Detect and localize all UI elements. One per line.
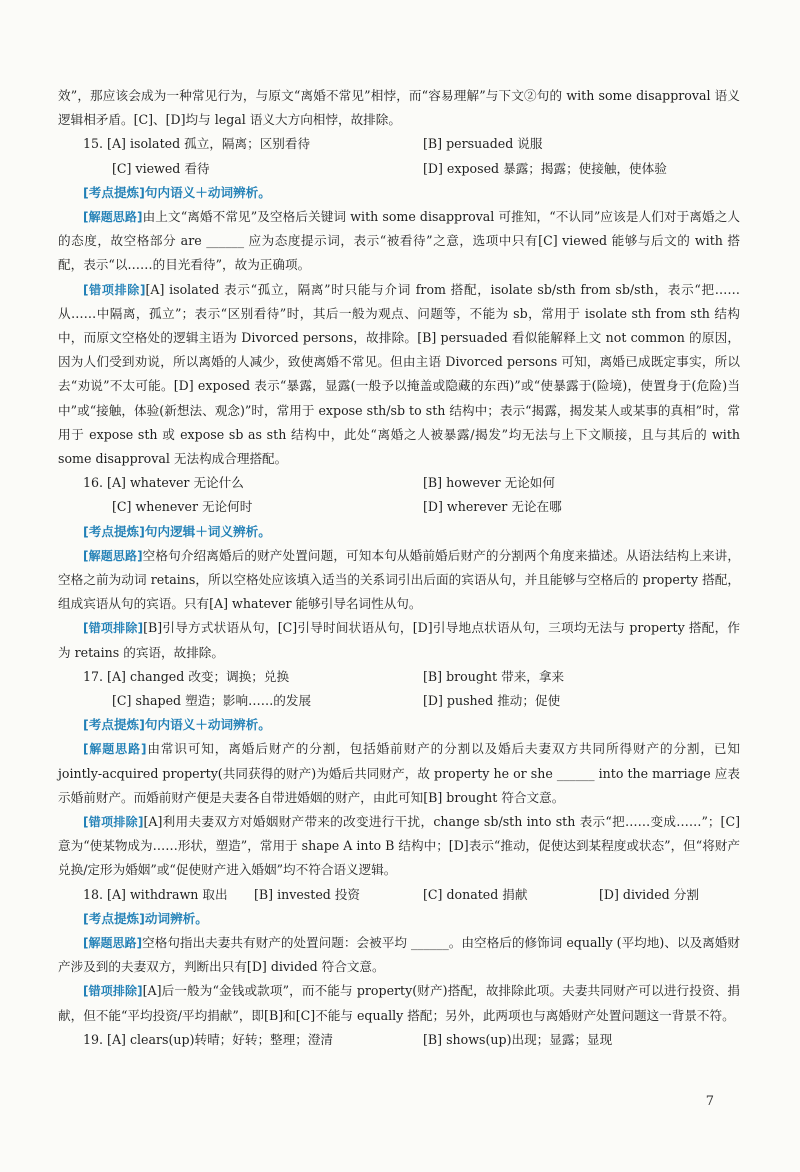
q18-option-d: [D] divided 分割 [599,886,699,902]
page-number: 7 [705,1094,714,1109]
q17-options-row-1 [58,665,740,689]
q16-kaodian: [考点提炼]句内逻辑＋词义辨析。 [83,523,271,539]
q15-elimination: [错项排除][A] isolated 表示“孤立，隔离”时只能与介词 from 搭配，isolate sb/sth from sb/sth，表示“把……从……中隔离，孤立”；表示“区别看待”时，其后一般为观点、问题等，不能为 sb，常用于 isolate sth from sth 结构中，而原文空格处的逻辑主语为 Divorced persons，故排除。[B] persuaded 看似能解释上文 not common 的原因，因为人们受到劝说，所以离婚的人减少，致使离婚不常见。但由主语 Divorced persons 可知，离婚已成既定事实，所以去“劝说”不太可能。[D] exposed 表示“暴露，显露(一般予以掩盖或隐藏的东西)”或“使暴露于(险境)，使置身于(危险)当中”或“接触，体验(新想法、观念)”时，常用于 expose sth/sb to sth 结构中；表示“揭露，揭发某人或某事的真相”时，常用于 expose sth 或 expose sb as sth 结构中，此处“离婚之人被暴露/揭发”均无法与上下文顺接，且与其后的 with some disapproval 无法构成合理搭配。 [58,281,740,467]
q15-solution-tag: [解题思路] [83,209,143,224]
q18-solution-tag: [解题思路] [83,936,143,950]
q15-option-b: [B] persuaded 说服 [423,136,543,152]
q17-option-b: [B] brought 带来，拿来 [423,668,565,684]
q16-solution: [解题思路]空格句介绍离婚后的财产处置问题，可知本句从婚前婚后财产的分割两个角度来描述。从语法结构上来讲，空格之前为动词 retains，所以空格处应该填入适当的关系词引出后面的宾语从句，并且能够与空格后的 property 搭配，组成宾语从句的宾语。只有[A] whatever 能够引导名词性从句。 [58,547,740,612]
q18-solution: [解题思路]空格句指出夫妻共有财产的处置问题：会被平均 ______。由空格后的修饰词 equally (平均地)、以及离婚财产涉及到的夫妻双方，判断出只有[D] divided 符合文意。 [58,935,740,975]
intro-paragraph: 效”，那应该会成为一种常见行为，与原文“离婚不常见”相悖，而“容易理解”与下文②句的 with some disapproval 语义逻辑相矛盾。[C]、[D]均与 legal 语义大方向相悖，故排除。 [58,88,740,128]
q16-elimination-tag: [错项排除] [83,621,144,636]
q17-option-a: 17. [A] changed 改变；调换；兑换 [83,668,290,684]
q18-option-a: 18. [A] withdrawn 取出 [83,886,228,902]
q17-solution-tag: [解题思路] [83,742,147,757]
q15-options-row-2 [58,157,740,181]
q16-options-row-1 [58,471,740,495]
q18-elimination-tag: [错项排除] [83,984,143,999]
q15-option-c: [C] viewed 看待 [112,160,210,176]
q16-option-d: [D] wherever 无论在哪 [423,499,562,515]
q15-option-a: 15. [A] isolated 孤立，隔离；区别看待 [83,136,311,152]
q17-option-d: [D] pushed 推动；促使 [423,693,561,708]
q16-option-a: 16. [A] whatever 无论什么 [83,475,244,491]
q15-solution: [解题思路]由上文“离婚不常见”及空格后关键词 with some disapproval 可推知，“不认同”应该是人们对于离婚之人的态度，故空格部分 are ______ 应为态度提示词，表示“被看待”之意，选项中只有[C] viewed 能够与后文的 with 搭配，表示“以……的目光看待”，故为正确项。 [58,208,740,273]
q15-kaodian: [考点提炼]句内语义＋动词辨析。 [83,184,271,200]
q18-option-b: [B] invested 投资 [254,886,361,902]
q19-options-row-1 [58,1028,740,1052]
q16-solution-tag: [解题思路] [83,548,143,563]
document-body [58,84,740,1052]
q17-options-row-2 [58,689,740,713]
q17-elimination: [错项排除][A]利用夫妻双方对婚姻财产带来的改变进行干扰，change sb/sth into sth 表示“把……变成……”；[C]意为“使某物成为……形状，塑造”，常用于 shape A into B 结构中；[D]表示“推动，促使达到某程度或状态”，但“将财产兑换/定形为婚姻”或“促使财产进入婚姻”均不符合语义逻辑。 [58,814,740,878]
q16-elimination: [错项排除][B]引导方式状语从句，[C]引导时间状语从句，[D]引导地点状语从句，三项均无法与 property 搭配，作为 retains 的宾语，故排除。 [58,620,740,660]
q15-elimination-tag: [错项排除] [83,282,146,297]
q15-option-d: [D] exposed 暴露；揭露；使接触，使体验 [423,160,667,176]
q19-option-a: 19. [A] clears(up)转晴；好转；整理；澄清 [83,1031,334,1047]
q17-solution: [解题思路]由常识可知，离婚后财产的分割，包括婚前财产的分割以及婚后夫妻双方共同所得财产的分割，已知 jointly-acquired property(共同获得的财产)为婚后共同财产，故 property he or she ______ into the marriage 应表示婚前财产。而婚前财产便是夫妻各自带进婚姻的财产，由此可知[B] brought 符合文意。 [58,741,740,805]
q15-options-row-1 [58,132,740,156]
q19-option-b: [B] shows(up)出现；显露；显现 [423,1031,613,1047]
q16-option-b: [B] however 无论如何 [423,475,555,491]
q18-kaodian: [考点提炼]动词辨析。 [83,910,208,926]
q18-elimination: [错项排除][A]后一般为“金钱或款项”，而不能与 property(财产)搭配，故排除此项。夫妻共同财产可以进行投资、捐献，但不能“平均投资/平均捐献”，即[B]和[C]不能与 equally 搭配；另外，此两项也与离婚财产处置问题这一背景不符。 [58,983,740,1023]
q17-elimination-tag: [错项排除] [83,815,144,829]
q16-option-c: [C] whenever 无论何时 [112,499,253,515]
q17-option-c: [C] shaped 塑造；影响……的发展 [112,693,312,708]
q18-option-c: [C] donated 捐献 [423,886,528,902]
q18-options-row [58,883,740,907]
q16-options-row-2 [58,495,740,519]
q17-kaodian: [考点提炼]句内语义＋动词辨析。 [83,717,271,733]
